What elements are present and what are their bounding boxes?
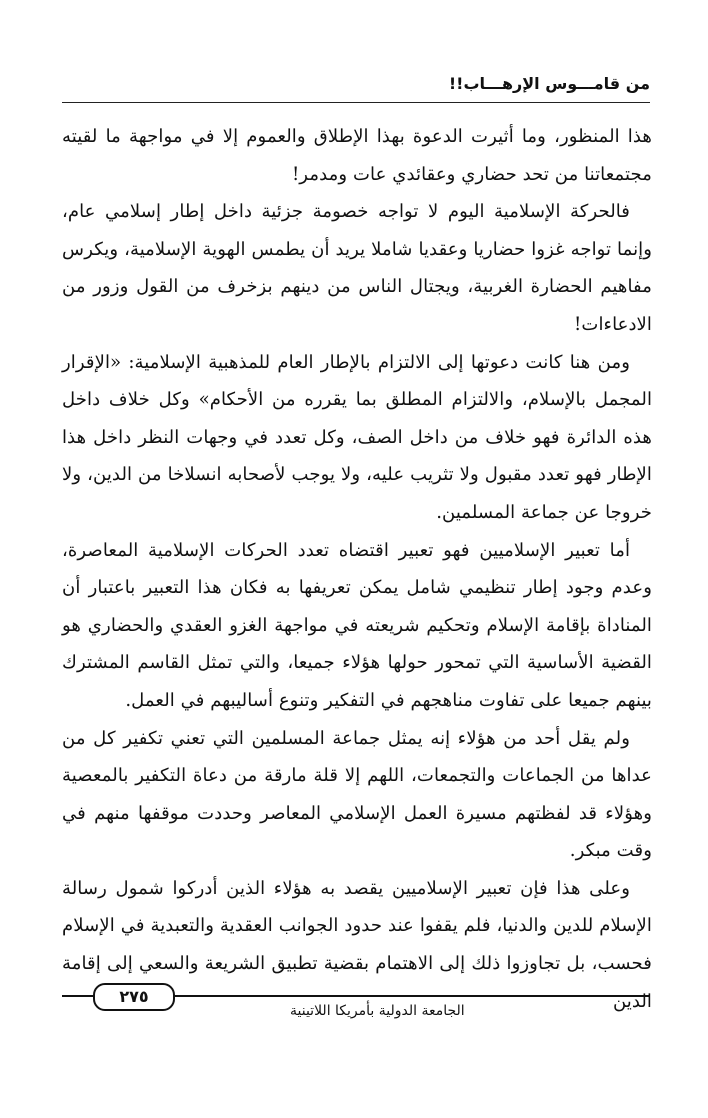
header-divider bbox=[62, 102, 650, 103]
page-number: ٢٧٥ bbox=[93, 983, 175, 1011]
body-text bbox=[62, 118, 652, 1020]
paragraph: فالحركة الإسلامية اليوم لا تواجه خصومة جزئية داخل إطار إسلامي عام، وإنما تواجه غزوا حضاريا وعقديا شاملا يريد أن يطمس الهوية الإسلامية، ويكرس مفاهيم الحضارة الغربية، ويجتال الناس من دينهم بزخرف من القول وزور من الادعاءات! bbox=[62, 201, 652, 335]
paragraph: ومن هنا كانت دعوتها إلى الالتزام بالإطار العام للمذهبية الإسلامية: «الإقرار المجمل بالإسلام، والالتزام المطلق بما يقرره من الأحكام» وكل خلاف داخل هذه الدائرة فهو خلاف من داخل الصف، وكل تعدد في وجهات النظر داخل هذا الإطار فهو تعدد مقبول ولا تثريب عليه، ولا يوجب لأصحابه انسلاخا من الدين، ولا خروجا عن جماعة المسلمين. bbox=[62, 351, 652, 523]
paragraph: أما تعبير الإسلاميين فهو تعبير اقتضاه تعدد الحركات الإسلامية المعاصرة، وعدم وجود إطار تنظيمي شامل يمكن تعريفها به فكان هذا التعبير باعتبار أن المناداة بإقامة الإسلام وتحكيم شريعته في مواجهة الغزو العقدي والحضاري هو القضية الأساسية التي تمحور حولها هؤلاء جميعا، والتي تمثل القاسم المشترك بينهم جميعا على تفاوت مناهجهم في التفكير وتنوع أساليبهم في العمل. bbox=[62, 539, 652, 711]
footer-institution-label: الجامعة الدولية بأمريكا اللاتينية bbox=[290, 1003, 465, 1019]
running-header-title: من قامـــوس الإرهـــاب!! bbox=[448, 74, 650, 93]
paragraph: وعلى هذا فإن تعبير الإسلاميين يقصد به هؤلاء الذين أدركوا شمول رسالة الإسلام للدين والدنيا، فلم يقفوا عند حدود الجوانب العقدية والتعبدية في الإسلام فحسب، بل تجاوزوا ذلك إلى الاهتمام بقضية تطبيق الشريعة والسعي إلى إقامة الدين bbox=[62, 877, 652, 1012]
paragraph: هذا المنظور، وما أثيرت الدعوة بهذا الإطلاق والعموم إلا في مواجهة ما لقيته مجتمعاتنا من تحد حضاري وعقائدي عات ومدمر! bbox=[62, 126, 652, 185]
paragraph: ولم يقل أحد من هؤلاء إنه يمثل جماعة المسلمين التي تعني تكفير كل من عداها من الجماعات والتجمعات، اللهم إلا قلة مارقة من دعاة التكفير بالمعصية وهؤلاء قد لفظتهم مسيرة العمل الإسلامي المعاصر وحددت موقفها منهم في وقت مبكر. bbox=[62, 727, 652, 862]
